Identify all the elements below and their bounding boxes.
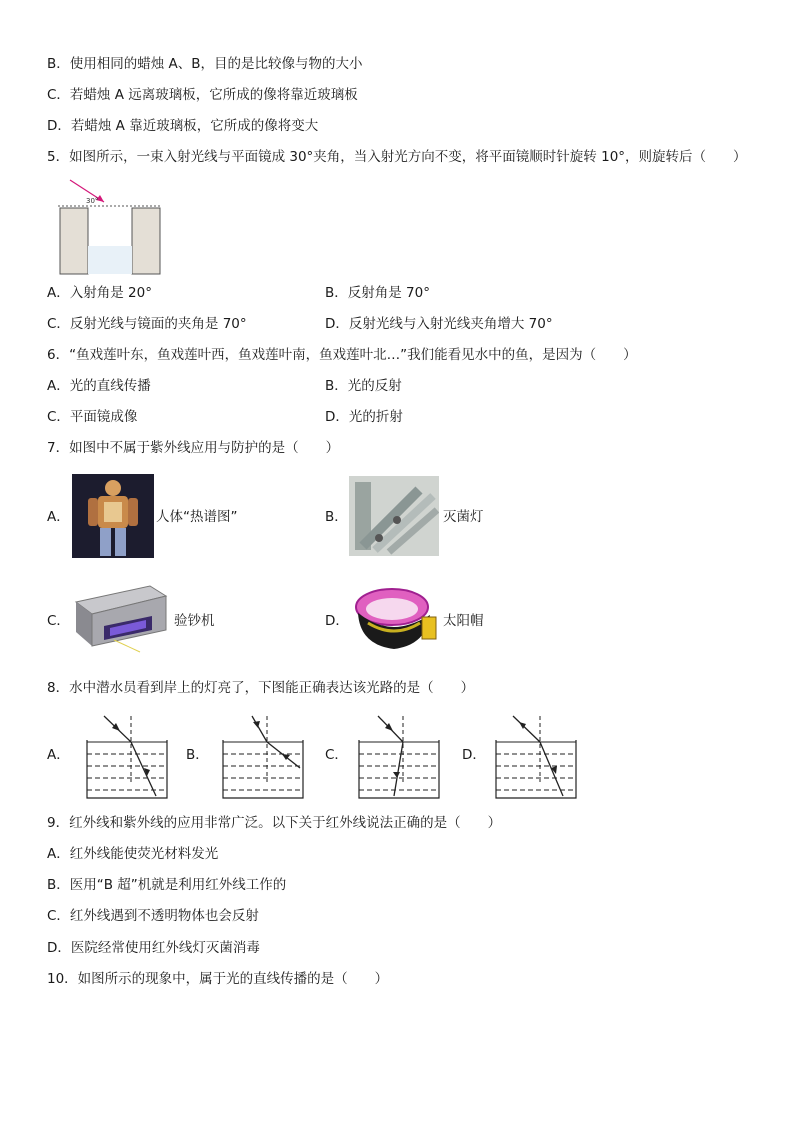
- q8-diagram-d: [493, 712, 579, 802]
- q7-option-a-caption: 人体“热谱图”: [156, 509, 238, 525]
- q10-stem: 10．如图所示的现象中，属于光的直线传播的是（ ）: [47, 971, 389, 987]
- q7-option-d-letter: D．: [325, 613, 349, 629]
- q5-stem: 5．如图所示，一束入射光线与平面镜成 30°夹角，当入射光方向不变，将平面镜顺时针旋转 10°，则旋转后（ ）: [47, 149, 747, 165]
- q8-option-c-letter: C．: [325, 747, 348, 763]
- q9-option-b: B．医用“B 超”机就是利用红外线工作的: [47, 877, 287, 893]
- q4-option-d: D．若蜡烛 A 靠近玻璃板，它所成的像将变大: [47, 118, 319, 134]
- q7-sterilizing-lamp-image: [349, 476, 439, 556]
- q7-option-b-caption: 灭菌灯: [443, 509, 484, 525]
- q8-option-d-letter: D．: [462, 747, 486, 763]
- q6-option-a: A．光的直线传播: [47, 378, 151, 394]
- q7-banknote-detector-image: [70, 580, 170, 654]
- q8-diagram-c: [356, 712, 442, 802]
- q4-option-b: B．使用相同的蜡烛 A、B，目的是比较像与物的大小: [47, 56, 363, 72]
- q7-stem: 7．如图中不属于紫外线应用与防护的是（ ）: [47, 440, 340, 456]
- q6-option-b: B．光的反射: [325, 378, 402, 394]
- q5-option-d: D．反射光线与入射光线夹角增大 70°: [325, 316, 553, 332]
- q7-thermal-image: [72, 474, 154, 558]
- q7-option-b-letter: B．: [325, 509, 348, 525]
- q5-option-b: B．反射角是 70°: [325, 285, 430, 301]
- q5-option-a: A．入射角是 20°: [47, 285, 152, 301]
- q8-option-b-letter: B．: [186, 747, 209, 763]
- q7-option-d-caption: 太阳帽: [443, 613, 484, 629]
- q8-option-a-letter: A．: [47, 747, 70, 763]
- q9-option-c: C．红外线遇到不透明物体也会反射: [47, 908, 259, 924]
- q5-mirror-figure: [58, 176, 162, 276]
- q7-sun-hat-image: [350, 583, 438, 653]
- q9-stem: 9．红外线和紫外线的应用非常广泛。以下关于红外线说法正确的是（ ）: [47, 815, 502, 831]
- q8-diagram-b: [220, 712, 306, 802]
- q6-stem: 6．“鱼戏莲叶东，鱼戏莲叶西，鱼戏莲叶南，鱼戏莲叶北…”我们能看见水中的鱼，是因为（ ）: [47, 347, 637, 363]
- q5-angle-label: 30°: [86, 197, 99, 205]
- q7-option-c-caption: 验钞机: [174, 613, 215, 629]
- q8-stem: 8．水中潜水员看到岸上的灯亮了，下图能正确表达该光路的是（ ）: [47, 680, 475, 696]
- q5-option-c: C．反射光线与镜面的夹角是 70°: [47, 316, 247, 332]
- q4-option-c: C．若蜡烛 A 远离玻璃板，它所成的像将靠近玻璃板: [47, 87, 358, 103]
- q7-option-c-letter: C．: [47, 613, 70, 629]
- q8-diagram-a: [84, 712, 170, 802]
- q6-option-d: D．光的折射: [325, 409, 403, 425]
- q9-option-a: A．红外线能使荧光材料发光: [47, 846, 219, 862]
- q9-option-d: D．医院经常使用红外线灯灭菌消毒: [47, 940, 260, 956]
- q7-option-a-letter: A．: [47, 509, 70, 525]
- q6-option-c: C．平面镜成像: [47, 409, 138, 425]
